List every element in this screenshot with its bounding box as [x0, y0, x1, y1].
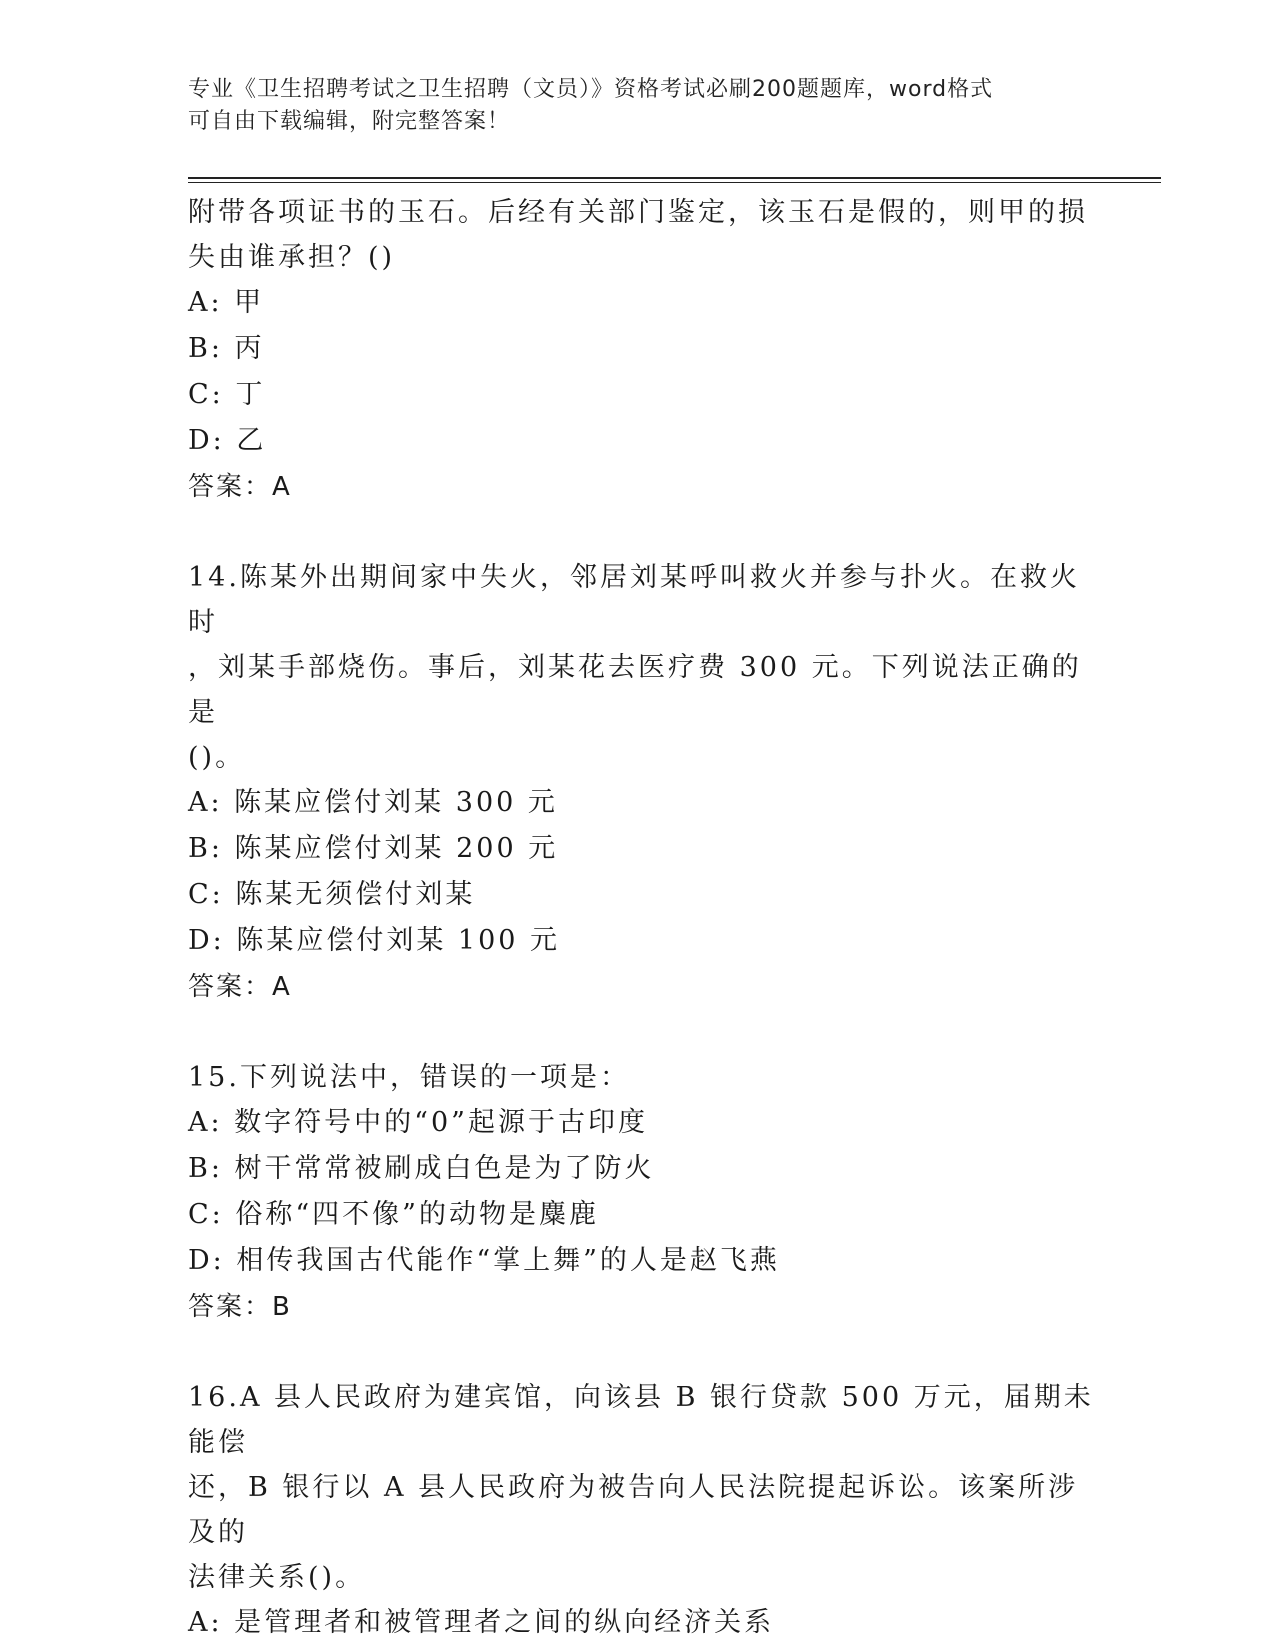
header-title-line-1: 专业《卫生招聘考试之卫生招聘（文员）》资格考试必刷200题题库，word格式: [188, 77, 994, 102]
option-b: B: 丙: [188, 333, 265, 364]
question-content: [188, 190, 1108, 1646]
option-b: B: 树干常常被刷成白色是为了防火: [188, 1153, 655, 1184]
question-stem-line: ()。: [188, 742, 246, 773]
page-header: [188, 74, 1108, 138]
option-b: B: 陈某应偿付刘某 200 元: [188, 833, 559, 864]
question-stem-line: 15.下列说法中，错误的一项是：: [188, 1062, 630, 1093]
question-stem-line: 14.陈某外出期间家中失火，邻居刘某呼叫救火并参与扑火。在救火时: [188, 562, 1080, 638]
option-d: D: 陈某应偿付刘某 100 元: [188, 925, 561, 956]
answer-line: 答案：A: [188, 472, 292, 502]
option-d: D: 乙: [188, 425, 267, 456]
answer-line: 答案：A: [188, 972, 292, 1002]
option-c: C: 丁: [188, 379, 266, 410]
header-title-line-2: 可自由下载编辑，附完整答案！: [188, 109, 511, 134]
option-a: A: 是管理者和被管理者之间的纵向经济关系: [188, 1607, 775, 1638]
question-13: [188, 190, 1108, 510]
answer-line: 答案：B: [188, 1292, 292, 1322]
question-14: [188, 555, 1108, 1010]
question-15: [188, 1055, 1108, 1330]
question-stem-line: ，刘某手部烧伤。事后，刘某花去医疗费 300 元。下列说法正确的是: [188, 652, 1082, 728]
header-rule-thin: [188, 182, 1161, 183]
question-stem-line: 附带各项证书的玉石。后经有关部门鉴定，该玉石是假的，则甲的损: [188, 197, 1088, 228]
question-stem-line: 法律关系()。: [188, 1562, 366, 1593]
question-stem-line: 16.A 县人民政府为建宾馆，向该县 B 银行贷款 500 万元，届期未能偿: [188, 1382, 1094, 1458]
spacer: [188, 510, 1108, 555]
question-16: [188, 1375, 1108, 1646]
option-a: A: 甲: [188, 287, 265, 318]
option-c: C: 俗称“四不像”的动物是麋鹿: [188, 1199, 599, 1230]
question-stem-line: 还，B 银行以 A 县人民政府为被告向人民法院提起诉讼。该案所涉及的: [188, 1472, 1079, 1548]
option-c: C: 陈某无须偿付刘某: [188, 879, 476, 910]
option-a: A: 数字符号中的“0”起源于古印度: [188, 1107, 648, 1138]
spacer: [188, 1010, 1108, 1055]
header-rule-thick: [188, 177, 1161, 179]
question-stem-line: 失由谁承担？(): [188, 242, 396, 273]
spacer: [188, 1330, 1108, 1375]
option-d: D: 相传我国古代能作“掌上舞”的人是赵飞燕: [188, 1245, 780, 1276]
option-a: A: 陈某应偿付刘某 300 元: [188, 787, 558, 818]
